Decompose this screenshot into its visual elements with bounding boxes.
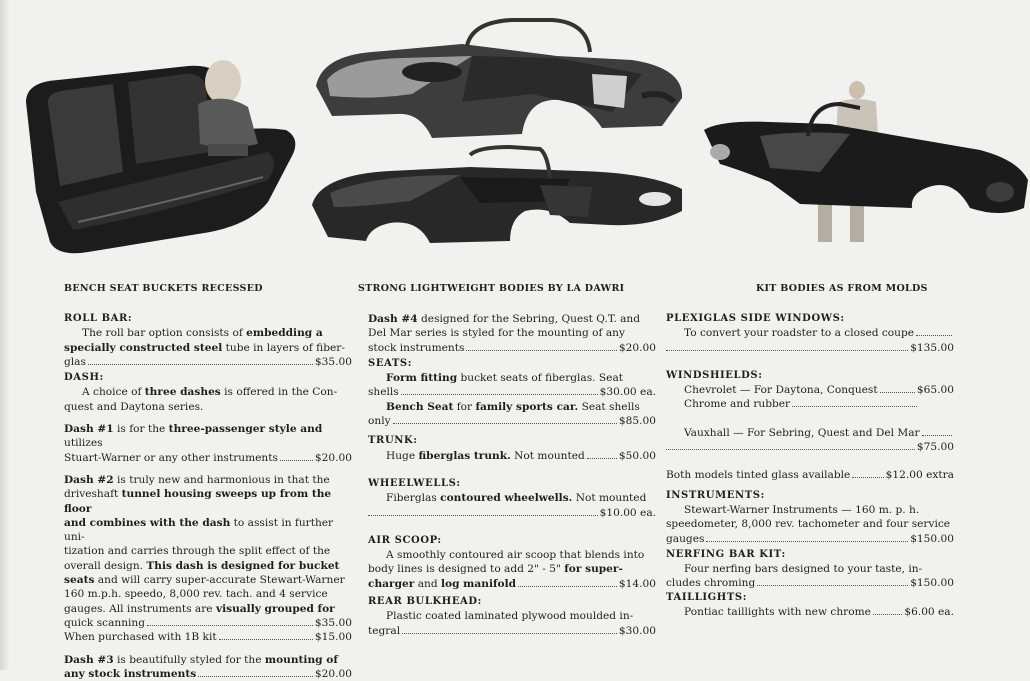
- dash2-line6: seats and will carry super-accurate Stewart-Warner: [64, 574, 345, 587]
- column-right: [666, 312, 954, 619]
- dash2-line8: gauges. All instruments are visually grouped for: [64, 602, 335, 615]
- dash3-text: Dash #3 is beautifully styled for the mounting of: [64, 653, 338, 666]
- caption-bench-seat: BENCH SEAT BUCKETS RECESSED: [64, 283, 263, 294]
- bench-seat-price: $85.00: [618, 415, 656, 428]
- rear-bulkhead-price-row: tegral $30.00: [368, 624, 656, 637]
- rear-bulkhead-text: Plastic coated laminated plywood moulded in-: [386, 610, 634, 623]
- caption-lightweight-bodies: STRONG LIGHTWEIGHT BODIES BY LA DAWRI: [358, 283, 625, 294]
- dash2-line5: overall design. This dash is designed for bucket: [64, 559, 340, 572]
- dash2-kit-price-row: When purchased with 1B kit $15.00: [64, 631, 352, 644]
- dash2-line3: and combines with the dash to assist in further uni-: [64, 516, 334, 544]
- roll-bar-text: The roll bar option consists of embedding a: [82, 327, 323, 340]
- bench-seat-photo: [18, 52, 298, 260]
- car-body-photo-bottom: [310, 145, 685, 247]
- plexiglas-heading: PLEXIGLAS SIDE WINDOWS:: [666, 313, 845, 324]
- tinted-glass-price: $12.00 extra: [885, 469, 954, 482]
- instruments-price-row: gauges $150.00: [666, 532, 954, 545]
- column-middle: [368, 312, 656, 638]
- dash1-text: Dash #1 is for the three-passenger style and utilizes: [64, 423, 323, 450]
- taillights-price-row: Pontiac taillights with new chrome $6.00 ea.: [684, 606, 954, 619]
- air-scoop-text: A smoothly contoured air scoop that blends into: [386, 549, 645, 562]
- trunk-price: $50.00: [618, 449, 656, 462]
- wheelwells-heading: WHEELWELLS:: [368, 477, 461, 489]
- dash4-text: Dash #4 designed for the Sebring, Quest Q.T. and: [368, 313, 640, 325]
- dash2-price: $35.00: [314, 616, 352, 629]
- taillights-heading: TAILLIGHTS:: [666, 591, 748, 603]
- seats-text: Form fitting bucket seats of fiberglas. Seat: [386, 372, 624, 385]
- nerfing-bar-price-row: cludes chroming $150.00: [666, 577, 954, 590]
- roll-bar-price-row: glas $35.00: [64, 355, 352, 368]
- instruments-text: Stewart-Warner Instruments — 160 m. p. h.: [684, 503, 920, 516]
- vauxhall-windshield-row: Vauxhall — For Sebring, Quest and Del Mar: [666, 426, 954, 440]
- windshields-heading: WINDSHIELDS:: [666, 369, 763, 381]
- dash3-price: $20.00: [314, 667, 352, 680]
- air-scoop-heading: AIR SCOOP:: [368, 534, 442, 546]
- dash3-price-row: any stock instruments $20.00: [64, 667, 352, 680]
- rear-bulkhead-price: $30.00: [618, 624, 656, 637]
- dash4-price-row: stock instruments $20.00: [368, 341, 656, 354]
- bench-seat-text: Bench Seat for family sports car. Seat shells: [386, 400, 640, 413]
- air-scoop-price: $14.00: [618, 577, 656, 590]
- dash-intro: A choice of three dashes is offered in the Con-: [82, 386, 338, 399]
- column-left: [64, 312, 352, 681]
- dash1-price-row: Stuart-Warner or any other instruments $20.00: [64, 451, 352, 464]
- roll-bar-text-2: specially constructed steel tube in layers of fiber-: [64, 341, 345, 354]
- seats-heading: SEATS:: [368, 357, 413, 369]
- page-binding-edge: [0, 0, 9, 670]
- dash2-text: Dash #2 is truly new and harmonious in that the: [64, 473, 330, 486]
- nerfing-bar-price: $150.00: [910, 577, 954, 590]
- plexiglas-text-row: To convert your roadster to a closed coupe: [666, 326, 954, 340]
- plexiglas-price: $135.00: [910, 341, 954, 354]
- taillights-price: $6.00 ea.: [904, 606, 954, 619]
- caption-kit-bodies: KIT BODIES AS FROM MOLDS: [756, 283, 928, 294]
- nerfing-bar-text: Four nerfing bars designed to your taste, in-: [684, 563, 923, 576]
- dash-heading: DASH:: [64, 372, 104, 384]
- plexiglas-price-row: [666, 341, 954, 355]
- roll-bar-price: $35.00: [314, 355, 352, 368]
- vauxhall-price-row: [666, 440, 954, 454]
- instruments-heading: INSTRUMENTS:: [666, 489, 765, 501]
- rear-bulkhead-heading: REAR BULKHEAD:: [368, 596, 482, 608]
- bench-seat-price-row: only $85.00: [368, 415, 656, 428]
- wheelwells-price-row: [368, 506, 656, 520]
- roll-bar-heading: ROLL BAR:: [64, 313, 133, 324]
- dash2-kit-price: $15.00: [314, 631, 352, 644]
- dash2-line2: driveshaft tunnel housing sweeps up from the floor: [64, 488, 332, 515]
- chrome-rubber-row: Chrome and rubber: [666, 397, 954, 411]
- chevrolet-windshield-price: $65.00: [916, 384, 954, 397]
- dash4-price: $20.00: [618, 341, 656, 354]
- air-scoop-line2: body lines is designed to add 2" - 5" for super-: [368, 563, 623, 576]
- trunk-price-row: Huge fiberglas trunk. Not mounted $50.00: [386, 449, 656, 462]
- car-body-photo-top: [312, 16, 687, 146]
- wheelwells-text: Fiberglas contoured wheelwells. Not mounted: [386, 492, 647, 505]
- trunk-heading: TRUNK:: [368, 435, 418, 447]
- dash-intro-2: quest and Daytona series.: [64, 400, 204, 413]
- tinted-glass-row: Both models tinted glass available $12.00 extra: [666, 469, 954, 482]
- dash2-price-row: quick scanning $35.00: [64, 616, 352, 629]
- nerfing-bar-heading: NERFING BAR KIT:: [666, 548, 786, 560]
- dash2-line4: tization and carries through the split effect of the: [64, 545, 331, 558]
- kit-body-with-man-photo: [700, 80, 1030, 248]
- chevrolet-windshield-row: Chevrolet — For Daytona, Conquest $65.00: [684, 384, 954, 397]
- instruments-line2: speedometer, 8,000 rev. tachometer and four service: [666, 518, 951, 531]
- dash4-line2: Del Mar series is styled for the mounting of any: [368, 327, 625, 340]
- air-scoop-price-row: charger and log manifold $14.00: [368, 577, 656, 590]
- wheelwells-price: $10.00 ea.: [599, 506, 656, 519]
- instruments-price: $150.00: [910, 532, 954, 545]
- dash1-price: $20.00: [314, 451, 352, 464]
- seats-price-row: shells $30.00 ea.: [368, 386, 656, 399]
- vauxhall-windshield-price: $75.00: [916, 441, 954, 454]
- seats-price: $30.00 ea.: [599, 386, 656, 399]
- dash2-line7: 160 m.p.h. speedo, 8,000 rev. tach. and 4 service: [64, 588, 328, 601]
